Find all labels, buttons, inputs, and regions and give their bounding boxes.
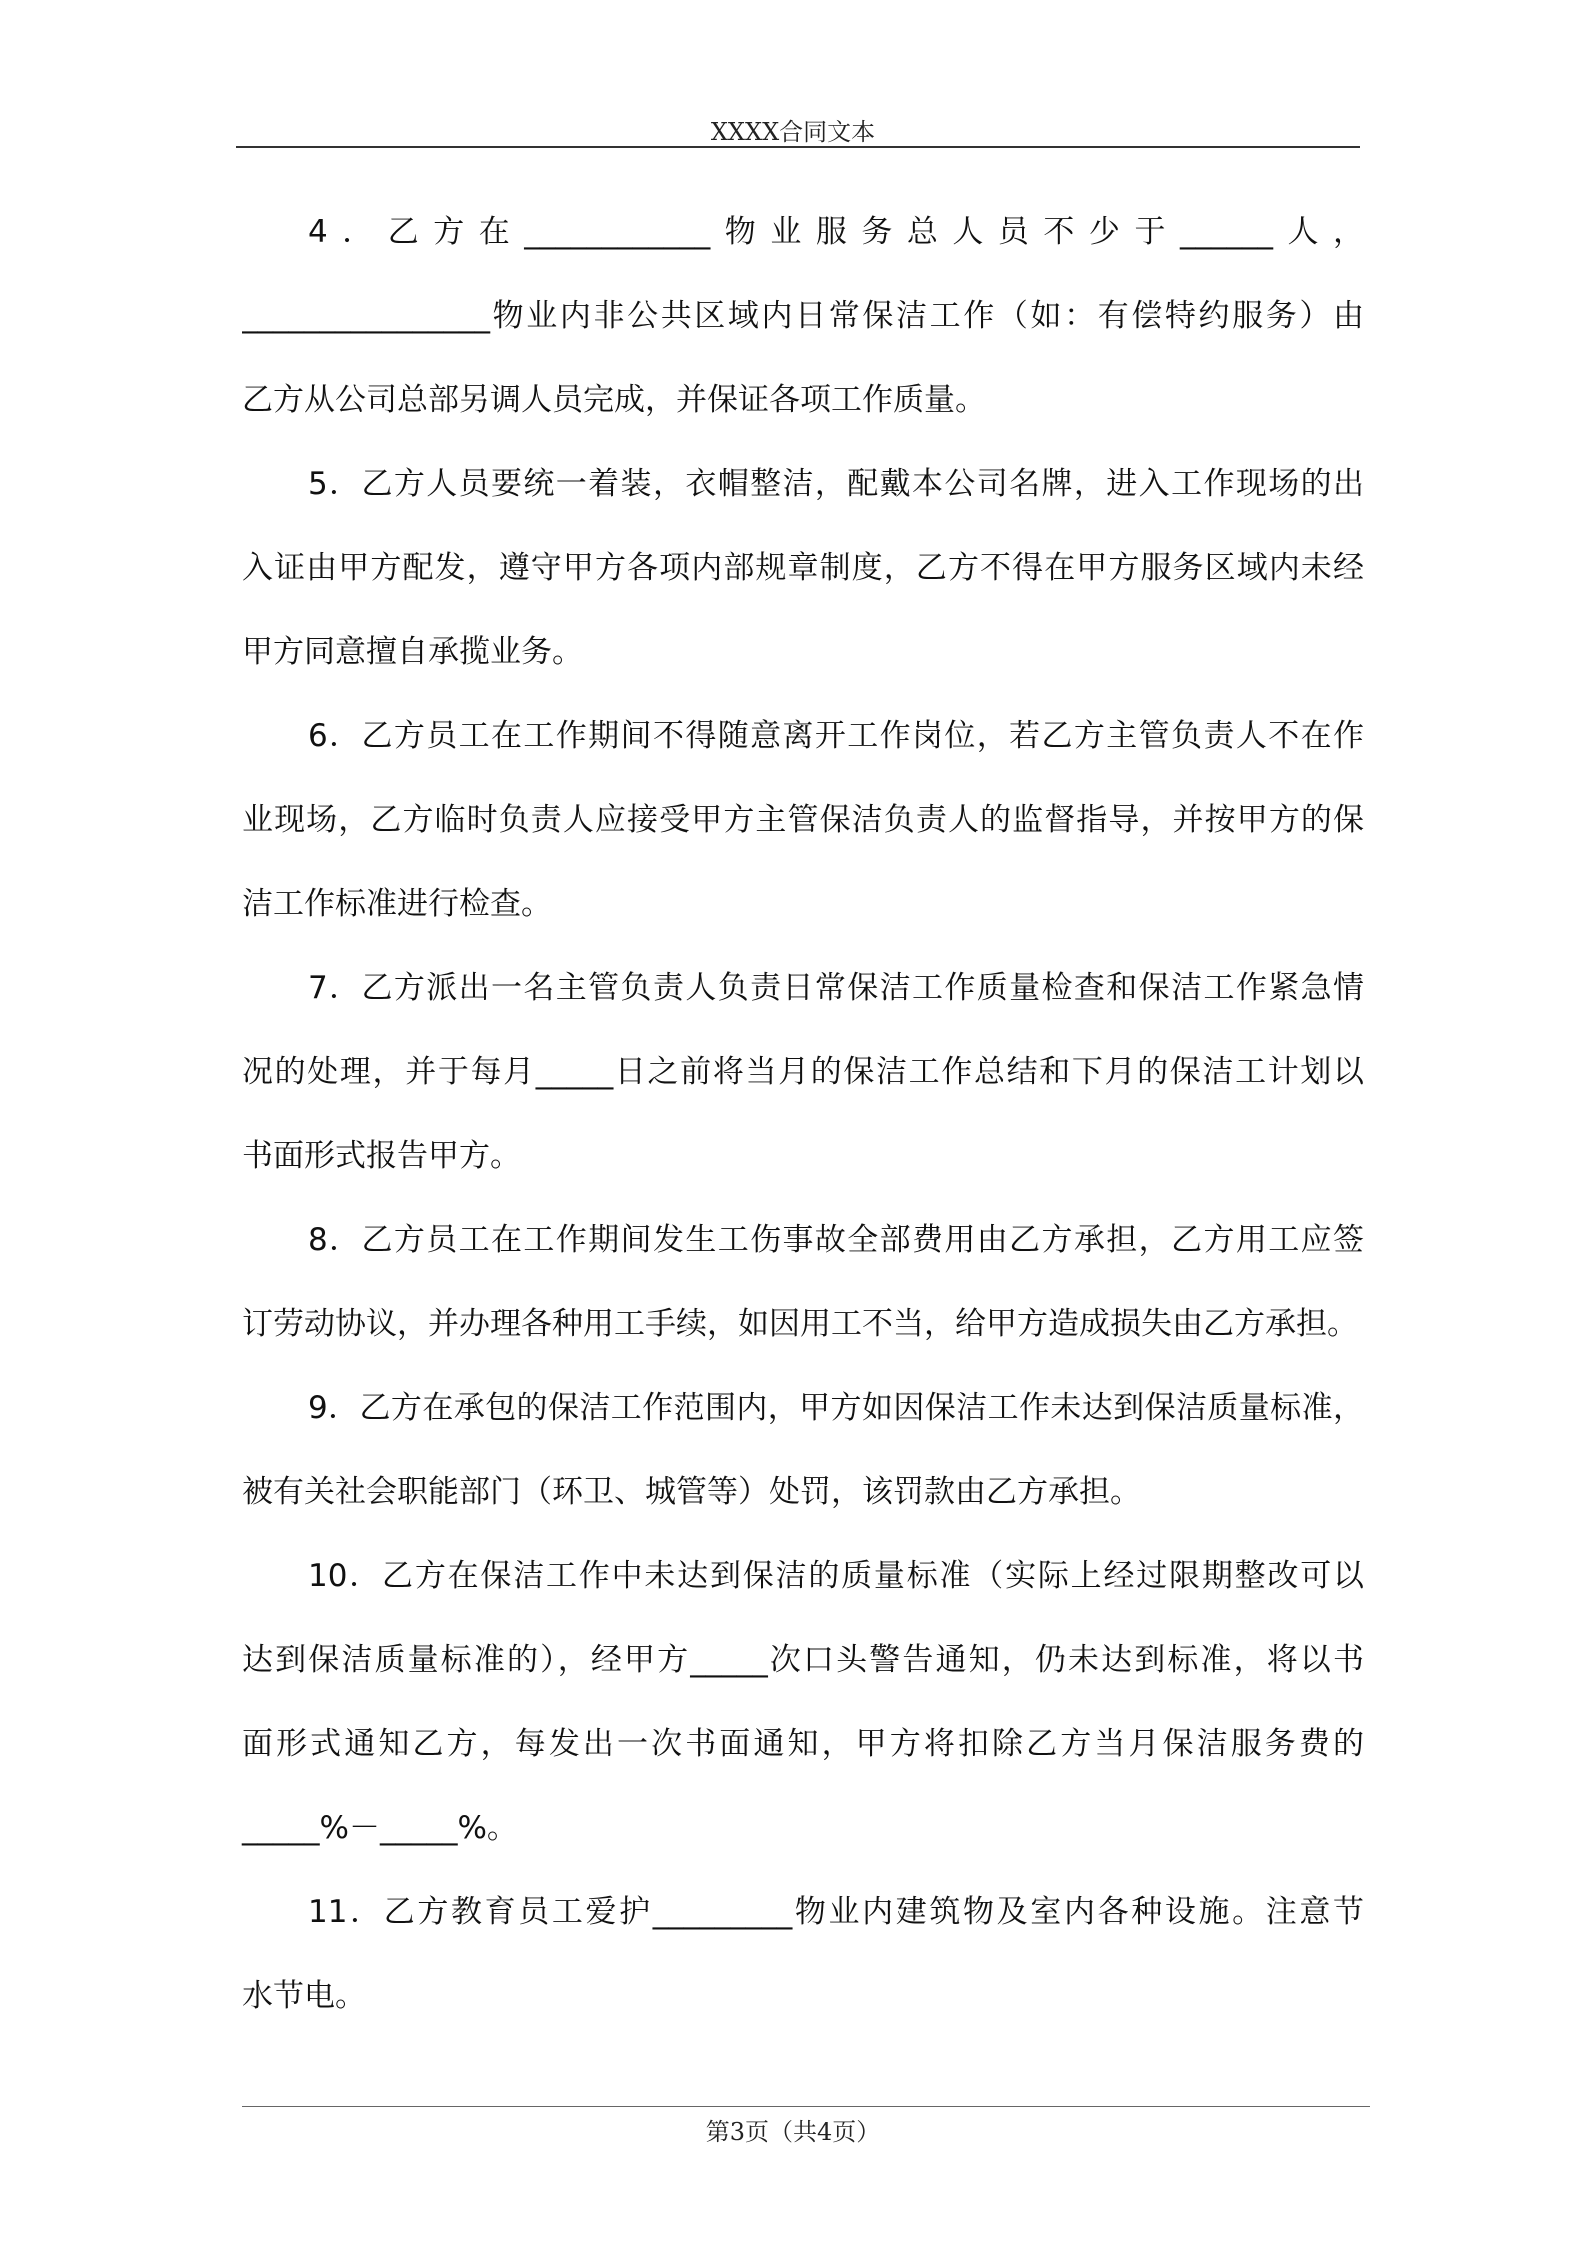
clause-line: 8．乙方员工在工作期间发生工伤事故全部费用由乙方承担，乙方用工应签 bbox=[308, 1222, 1364, 1258]
clause-line: 入证由甲方配发，遵守甲方各项内部规章制度，乙方不得在甲方服务区域内未经 bbox=[242, 550, 1364, 586]
clause-7 bbox=[242, 946, 1364, 1198]
clause-10 bbox=[242, 1534, 1364, 1870]
clause-line: 水节电。 bbox=[242, 1978, 366, 2014]
clause-line: 达到保洁质量标准的），经甲方_____次口头警告通知，仍未达到标准，将以书 bbox=[242, 1642, 1364, 1678]
clause-8 bbox=[242, 1198, 1364, 1366]
page-number: 第3页（共4页） bbox=[705, 2118, 881, 2146]
clause-line: 6．乙方员工在工作期间不得随意离开工作岗位，若乙方主管负责人不在作 bbox=[308, 718, 1364, 754]
header-divider bbox=[236, 146, 1360, 148]
clause-line: 被有关社会职能部门（环卫、城管等）处罚，该罚款由乙方承担。 bbox=[242, 1474, 1141, 1510]
page-header: XXXX合同文本 bbox=[710, 118, 876, 146]
footer-divider bbox=[242, 2106, 1370, 2107]
clause-5 bbox=[242, 442, 1364, 694]
clause-line: 11．乙方教育员工爱护_________物业内建筑物及室内各种设施。注意节 bbox=[308, 1894, 1364, 1930]
clause-11 bbox=[242, 1870, 1364, 2038]
clause-line: 4．乙方在____________物业服务总人员不少于______人， bbox=[308, 214, 1364, 250]
clause-line: 7．乙方派出一名主管负责人负责日常保洁工作质量检查和保洁工作紧急情 bbox=[308, 970, 1364, 1006]
clause-line: 乙方从公司总部另调人员完成，并保证各项工作质量。 bbox=[242, 382, 986, 418]
clause-line: 5．乙方人员要统一着装，衣帽整洁，配戴本公司名牌，进入工作现场的出 bbox=[308, 466, 1364, 502]
clause-6 bbox=[242, 694, 1364, 946]
clause-line: _____%－_____%。 bbox=[242, 1810, 518, 1846]
clause-line: 订劳动协议，并办理各种用工手续，如因用工不当，给甲方造成损失由乙方承担。 bbox=[242, 1306, 1358, 1342]
clause-9 bbox=[242, 1366, 1364, 1534]
document-body bbox=[242, 190, 1364, 2038]
clause-line: 书面形式报告甲方。 bbox=[242, 1138, 521, 1174]
clause-line: 10．乙方在保洁工作中未达到保洁的质量标准（实际上经过限期整改可以 bbox=[308, 1558, 1364, 1594]
clause-line: 面形式通知乙方，每发出一次书面通知，甲方将扣除乙方当月保洁服务费的 bbox=[242, 1726, 1364, 1762]
clause-4 bbox=[242, 190, 1364, 442]
clause-line: 洁工作标准进行检查。 bbox=[242, 886, 552, 922]
clause-line: ________________物业内非公共区域内日常保洁工作（如：有偿特约服务）由 bbox=[242, 298, 1364, 334]
clause-line: 况的处理，并于每月_____日之前将当月的保洁工作总结和下月的保洁工计划以 bbox=[242, 1054, 1364, 1090]
clause-line: 甲方同意擅自承揽业务。 bbox=[242, 634, 583, 670]
clause-line: 9．乙方在承包的保洁工作范围内，甲方如因保洁工作未达到保洁质量标准， bbox=[308, 1390, 1364, 1426]
clause-line: 业现场，乙方临时负责人应接受甲方主管保洁负责人的监督指导，并按甲方的保 bbox=[242, 802, 1364, 838]
